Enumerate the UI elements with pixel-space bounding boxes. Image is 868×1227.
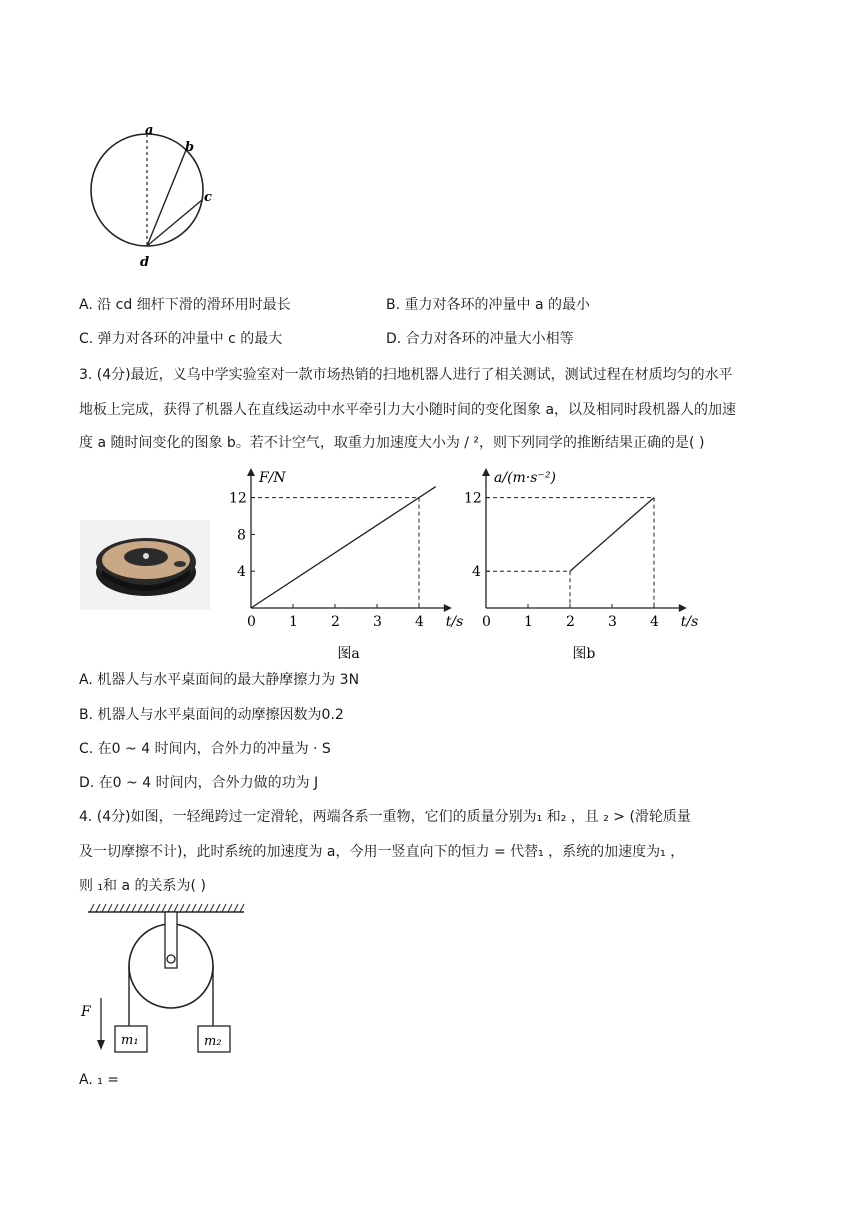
y-axis-arrow: [247, 468, 255, 476]
q4-option-a[interactable]: A. ₁ =: [79, 1072, 120, 1088]
x-axis-arrow: [679, 604, 687, 612]
y-axis-arrow: [482, 468, 490, 476]
x-tick-label: 3: [608, 614, 617, 630]
q2-option-a[interactable]: A. 沿 cd 细杆下滑的滑环用时最长: [79, 297, 291, 313]
label-a: a: [145, 123, 154, 138]
x-tick-label: 4: [650, 614, 659, 630]
x-axis-label: t/s: [445, 614, 464, 630]
y-tick-label: 12: [229, 490, 247, 507]
pulley-axle: [167, 955, 175, 963]
x-tick-label: 3: [373, 614, 382, 630]
y-tick-label: 4: [472, 564, 481, 581]
x-tick-label: 0: [482, 614, 491, 630]
x-axis-arrow: [444, 604, 452, 612]
rod-bd: [147, 150, 186, 246]
label-c: c: [204, 190, 212, 205]
q4-stem-line3: 则 ₁和 a 的关系为( ): [79, 878, 206, 894]
x-tick-label: 2: [331, 614, 340, 630]
y-tick-label: 12: [464, 490, 482, 507]
x-axis-label: t/s: [680, 614, 699, 630]
chart-graph-b: [460, 458, 710, 668]
chart-title: 图a: [337, 646, 360, 662]
q3-option-a[interactable]: A. 机器人与水平桌面间的最大静摩擦力为 3N: [79, 672, 360, 688]
robot-vacuum-image: [80, 520, 210, 610]
force-arrow-head: [97, 1040, 105, 1050]
q3-option-b[interactable]: B. 机器人与水平桌面间的动摩擦因数为0.2: [79, 707, 344, 723]
y-tick-label: 8: [237, 527, 246, 544]
x-tick-label: 4: [415, 614, 424, 630]
circle-diagram: [85, 120, 225, 270]
chart-graph-a: [225, 458, 465, 668]
series-line: [251, 487, 436, 608]
label-b: b: [185, 140, 195, 155]
q2-option-d[interactable]: D. 合力对各环的冲量大小相等: [386, 331, 574, 347]
series-line: [570, 498, 654, 572]
q2-option-c[interactable]: C. 弹力对各环的冲量中 c 的最大: [79, 331, 283, 347]
q3-stem-line1: 3. (4分)最近，义乌中学实验室对一款市场热销的扫地机器人进行了相关测试，测试过程在材质均匀的水平: [79, 367, 733, 383]
m1-label: m₁: [121, 1033, 139, 1048]
ceiling-hatching: [90, 904, 244, 912]
q2-option-b[interactable]: B. 重力对各环的冲量中 a 的最小: [386, 297, 590, 313]
y-axis-label: a/(m·s⁻²): [494, 470, 556, 486]
chart-title: 图b: [572, 646, 596, 662]
force-label: F: [81, 1004, 91, 1020]
q4-stem-line1: 4. (4分)如图，一轻绳跨过一定滑轮，两端各系一重物，它们的质量分别为₁ 和₂ ，且 ₂ > (滑轮质量: [79, 809, 691, 825]
x-tick-label: 0: [247, 614, 256, 630]
q4-stem-line2: 及一切摩擦不计)，此时系统的加速度为 a，今用一竖直向下的恒力 = 代替₁ ，系统的加速度为₁ ，: [79, 844, 685, 860]
q3-option-d[interactable]: D. 在0 ~ 4 时间内，合外力做的功为 J: [79, 775, 319, 791]
m2-label: m₂: [204, 1034, 222, 1049]
y-tick-label: 4: [237, 564, 246, 581]
pulley-diagram: [78, 902, 258, 1062]
y-axis-label: F/N: [259, 470, 286, 486]
x-tick-label: 1: [524, 614, 533, 630]
q3-stem-line3: 度 a 随时间变化的图象 b。若不计空气，取重力加速度大小为 / ²，则下列同学的推断结果正确的是( ): [79, 435, 705, 451]
x-tick-label: 1: [289, 614, 298, 630]
q3-option-c[interactable]: C. 在0 ~ 4 时间内，合外力的冲量为 · S: [79, 741, 331, 757]
label-d: d: [140, 255, 150, 270]
x-tick-label: 2: [566, 614, 575, 630]
q3-stem-line2: 地板上完成，获得了机器人在直线运动中水平牵引力大小随时间的变化图象 a，以及相同时段机器人的加速: [79, 402, 737, 418]
